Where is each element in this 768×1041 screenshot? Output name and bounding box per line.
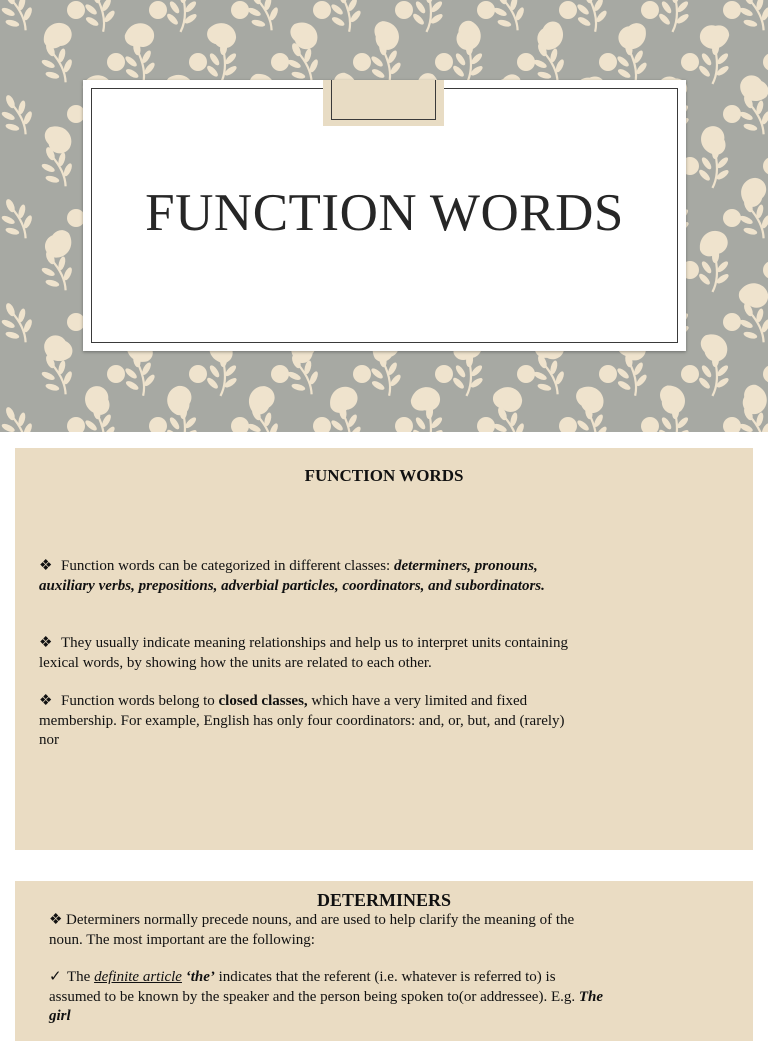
dot-icon <box>313 417 331 432</box>
leaf-sprig-icon <box>120 351 160 399</box>
example-text: The girl <box>49 988 604 1024</box>
dot-icon <box>435 365 453 383</box>
dot-icon <box>107 53 125 71</box>
dot-icon <box>149 1 167 19</box>
class-list: determiners, pronouns, auxiliary verbs, prepositions, adverbial particles, coordinators, and subordinators. <box>39 558 545 594</box>
dot-icon <box>599 53 617 71</box>
dot-icon <box>477 417 495 432</box>
dot-icon <box>763 261 768 279</box>
the-term: ‘the’ <box>181 969 215 985</box>
paragraph-text: Function words can be categorized in different classes: <box>61 558 394 574</box>
paisley-swirl-icon <box>161 381 198 418</box>
paragraph-text: The <box>67 969 95 985</box>
dot-icon <box>271 53 289 71</box>
leaf-sprig-icon <box>572 0 612 35</box>
check-paragraph-definite-article <box>49 968 609 1027</box>
slide-heading: DETERMINERS <box>316 890 452 910</box>
leaf-sprig-icon <box>696 144 732 190</box>
dot-icon <box>107 365 125 383</box>
dot-icon <box>681 365 699 383</box>
dot-icon <box>67 417 85 432</box>
diamond-bullet-icon: ❖ <box>49 912 63 928</box>
dot-icon <box>353 365 371 383</box>
leaf-sprig-icon <box>410 0 446 33</box>
leaf-sprig-icon <box>80 0 120 35</box>
dot-icon <box>517 365 535 383</box>
bullet-paragraph-closed-classes <box>39 692 579 751</box>
check-mark-icon: ✓ <box>49 969 62 985</box>
leaf-sprig-icon <box>656 0 692 33</box>
diamond-bullet-icon: ❖ <box>39 693 53 709</box>
determiners-slide <box>15 881 753 1041</box>
bullet-paragraph-meaning <box>39 634 579 673</box>
dot-icon <box>395 417 413 432</box>
leaf-sprig-icon <box>0 88 40 141</box>
slide-title: FUNCTION WORDS <box>145 184 624 242</box>
dot-icon <box>723 209 741 227</box>
dot-icon <box>189 365 207 383</box>
leaf-sprig-icon <box>696 248 732 294</box>
paragraph-text: Function words belong to <box>61 693 219 709</box>
leaf-sprig-icon <box>450 352 486 398</box>
dot-icon <box>723 105 741 123</box>
dot-icon <box>67 1 85 19</box>
diamond-bullet-icon: ❖ <box>39 558 53 574</box>
leaf-sprig-icon <box>0 192 40 245</box>
dot-icon <box>353 53 371 71</box>
closed-classes-term: closed classes, <box>218 693 308 709</box>
dot-icon <box>763 365 768 383</box>
paisley-swirl-icon <box>736 382 768 419</box>
paisley-swirl-icon <box>408 383 443 417</box>
dot-icon <box>231 1 249 19</box>
leaf-sprig-icon <box>0 296 40 349</box>
dot-icon <box>231 417 249 432</box>
leaf-sprig-icon <box>0 400 40 432</box>
leaf-sprig-icon <box>164 0 200 33</box>
dot-icon <box>723 417 741 432</box>
leaf-sprig-icon <box>612 351 652 399</box>
slide-heading: FUNCTION WORDS <box>304 466 464 485</box>
paisley-swirl-icon <box>40 330 76 367</box>
dot-icon <box>559 417 577 432</box>
paisley-swirl-icon <box>371 20 401 52</box>
title-slide <box>0 0 768 432</box>
paragraph-text: Determiners normally precede nouns, and are used to help clarify the meaning of the noun. The most important are the following: <box>49 912 575 948</box>
dot-icon <box>763 157 768 175</box>
title-card-tab-inner <box>331 80 436 120</box>
dot-icon <box>517 53 535 71</box>
dot-icon <box>681 53 699 71</box>
paragraph-text: They usually indicate meaning relationships and help us to interpret units containing lexical words, by showing how the units are related to each other. <box>39 635 568 671</box>
dot-icon <box>313 1 331 19</box>
leaf-sprig-icon <box>696 40 732 86</box>
definite-article-term: definite article <box>94 969 182 985</box>
dot-icon <box>271 365 289 383</box>
function-words-slide <box>15 448 753 850</box>
dot-icon <box>641 1 659 19</box>
dot-icon <box>723 1 741 19</box>
leaf-sprig-icon <box>366 351 406 399</box>
bullet-paragraph-determiners <box>49 911 609 950</box>
paisley-swirl-icon <box>243 382 280 418</box>
dot-icon <box>149 417 167 432</box>
paisley-swirl-icon <box>41 227 76 261</box>
leaf-sprig-icon <box>0 0 40 37</box>
leaf-sprig-icon <box>450 40 486 86</box>
leaf-sprig-icon <box>656 404 692 432</box>
leaf-sprig-icon <box>204 352 240 398</box>
paragraph-text: indicates that the referent (i.e. whatever is referred to) is assumed to be known by the speaker and the person being spoken to(or addressee). E.g. <box>49 969 579 1005</box>
dot-icon <box>435 53 453 71</box>
dot-icon <box>763 53 768 71</box>
leaf-sprig-icon <box>204 40 240 86</box>
paragraph-text: which have a very limited and fixed membership. For example, English has only four coordinators: and, or, but, and (rarely) nor <box>39 693 565 748</box>
dot-icon <box>477 1 495 19</box>
paisley-swirl-icon <box>489 381 527 419</box>
leaf-sprig-icon <box>696 352 732 398</box>
bullet-paragraph-classes <box>39 557 579 596</box>
dot-icon <box>723 313 741 331</box>
dot-icon <box>641 417 659 432</box>
dot-icon <box>559 1 577 19</box>
paisley-swirl-icon <box>532 18 569 54</box>
paisley-swirl-icon <box>617 22 647 50</box>
dot-icon <box>599 365 617 383</box>
diamond-bullet-icon: ❖ <box>39 635 53 651</box>
leaf-sprig-icon <box>326 0 366 35</box>
dot-icon <box>189 53 207 71</box>
dot-icon <box>395 1 413 19</box>
